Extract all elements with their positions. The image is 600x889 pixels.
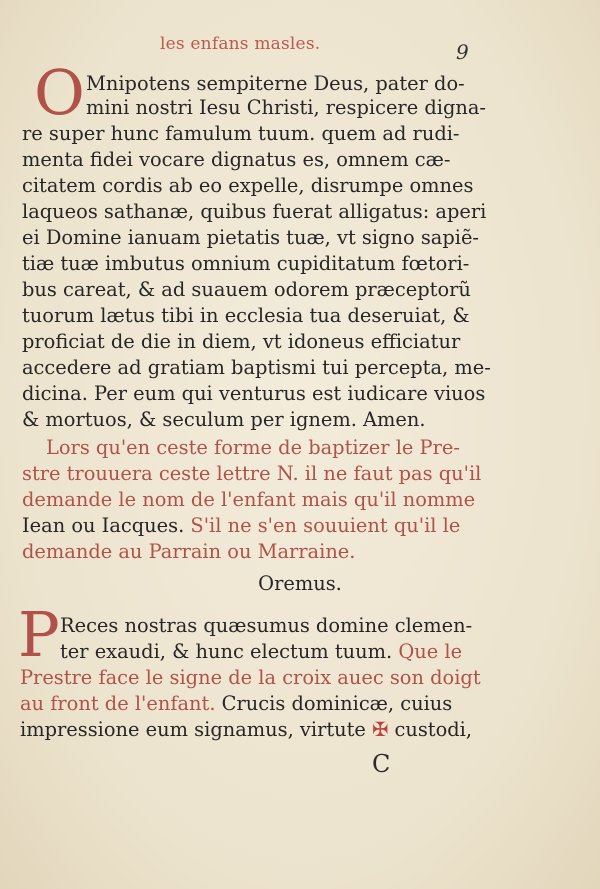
rubric-line: Prestre face le signe de la croix auec son doigt bbox=[20, 666, 481, 689]
signature-mark: C bbox=[372, 750, 391, 778]
prayer-line: citatem cordis ab eo expelle, disrumpe omnes bbox=[22, 174, 474, 197]
prayer-line bbox=[20, 718, 472, 742]
prayer-line: bus careat, & ad suauem odorem præceptorũ bbox=[22, 278, 471, 301]
prayer-line bbox=[60, 640, 462, 664]
prayer-line: mini nostri Iesu Christi, respicere digna- bbox=[86, 96, 486, 119]
running-head: les enfans masles. bbox=[160, 34, 321, 54]
prayer-line: menta fidei vocare dignatus es, omnem cæ- bbox=[22, 148, 451, 171]
prayer-text: ter exaudi, & hunc electum tuum. bbox=[60, 640, 393, 663]
prayer-text: Crucis dominicæ, cuius bbox=[215, 692, 453, 715]
rubric-line: demande au Parrain ou Marraine. bbox=[22, 540, 356, 563]
rubric-line: stre trouuera ceste lettre N. il ne faut pas qu'il bbox=[22, 462, 482, 485]
rubric-name-text: Iean ou Iacques. bbox=[22, 514, 185, 537]
prayer-line: tiæ tuæ imbutus omnium cupiditatum fœtori- bbox=[22, 252, 470, 275]
prayer-line: dicina. Per eum qui venturus est iudicare viuos bbox=[22, 382, 486, 405]
drop-cap-o: O bbox=[34, 56, 85, 129]
prayer-line: Mnipotens sempiterne Deus, pater do- bbox=[86, 72, 465, 95]
prayer-text: impressione eum signamus, virtute bbox=[20, 718, 373, 741]
prayer-line: ei Domine ianuam pietatis tuæ, vt signo sapiẽ- bbox=[22, 226, 479, 249]
rubric-line: Lors qu'en ceste forme de baptizer le Pre- bbox=[46, 436, 460, 459]
rubric-text: au front de l'enfant. bbox=[20, 692, 216, 715]
prayer-line bbox=[20, 692, 452, 716]
rubric-line: demande le nom de l'enfant mais qu'il nomme bbox=[22, 488, 476, 511]
prayer-line: & mortuos, & seculum per ignem. Amen. bbox=[22, 408, 426, 431]
rubric-text: S'il ne s'en souuient qu'il le bbox=[184, 514, 461, 537]
prayer-text: custodi, bbox=[388, 718, 473, 741]
oremus-heading: Oremus. bbox=[258, 572, 342, 595]
prayer-line: re super hunc famulum tuum. quem ad rudi- bbox=[22, 122, 460, 145]
cross-icon: ✠ bbox=[372, 718, 389, 741]
prayer-line: laqueos sathanæ, quibus fuerat alligatus: aperi bbox=[22, 200, 487, 223]
prayer-line: Reces nostras quæsumus domine clemen- bbox=[60, 614, 473, 637]
prayer-line: tuorum lætus tibi in ecclesia tua deseruiat, & bbox=[22, 304, 470, 327]
page-number: 9 bbox=[456, 40, 469, 64]
rubric-text: Que le bbox=[392, 640, 463, 663]
drop-cap-p: P bbox=[18, 598, 60, 671]
prayer-line: proficiat de die in diem, vt idoneus efficiatur bbox=[22, 330, 461, 353]
prayer-line: accedere ad gratiam baptismi tui percepta, me- bbox=[22, 356, 491, 379]
rubric-line bbox=[22, 514, 460, 538]
